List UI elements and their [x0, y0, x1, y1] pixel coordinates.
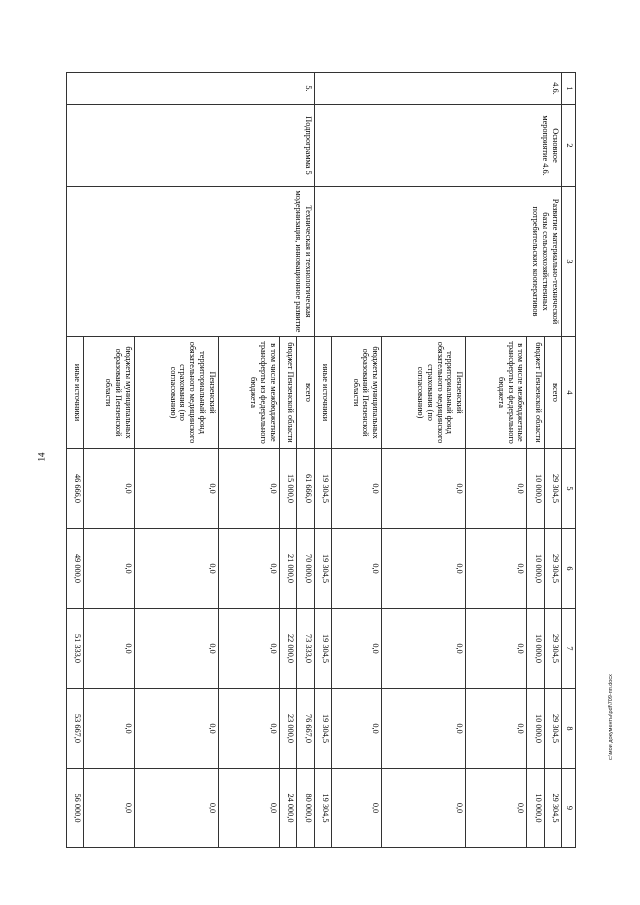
funding-source-label: бюджет Пензенской области — [279, 337, 296, 449]
amount-cell: 0,0 — [134, 609, 218, 689]
amount-cell: 0,0 — [134, 449, 218, 529]
amount-cell: 0,0 — [331, 689, 381, 769]
rotated-table-container — [66, 72, 576, 847]
amount-cell: 0,0 — [218, 769, 279, 848]
amount-cell: 51 333,0 — [67, 609, 84, 689]
header-cell: 3 — [562, 187, 576, 337]
header-cell: 1 — [562, 73, 576, 105]
table-row — [544, 73, 561, 848]
amount-cell: 0,0 — [331, 769, 381, 848]
header-cell: 9 — [562, 769, 576, 848]
amount-cell: 10 000,0 — [527, 529, 544, 609]
amount-cell: 46 666,0 — [67, 449, 84, 529]
amount-cell: 53 667,0 — [67, 689, 84, 769]
funding-source-label: всего — [297, 337, 314, 449]
amount-cell: 0,0 — [84, 529, 134, 609]
amount-cell: 0,0 — [331, 609, 381, 689]
amount-cell: 10 000,0 — [527, 609, 544, 689]
funding-source-label: бюджет Пензенской области — [527, 337, 544, 449]
amount-cell: 0,0 — [134, 689, 218, 769]
funding-source-label: всего — [544, 337, 561, 449]
funding-source-label: бюджеты муниципальных образований Пензенской области — [84, 337, 134, 449]
amount-cell: 0,0 — [134, 529, 218, 609]
amount-cell: 76 667,0 — [297, 689, 314, 769]
amount-cell: 19 304,5 — [314, 689, 331, 769]
header-cell: 2 — [562, 105, 576, 187]
row-type: Основное мероприятие 4.6. — [314, 105, 561, 187]
amount-cell: 29 304,5 — [544, 609, 561, 689]
row-name: Развитие материально-технической базы сельскохозяйственных потребительских кооперативов — [314, 187, 561, 337]
amount-cell: 70 000,0 — [297, 529, 314, 609]
header-cell: 8 — [562, 689, 576, 769]
amount-cell: 0,0 — [84, 769, 134, 848]
amount-cell: 29 304,5 — [544, 449, 561, 529]
amount-cell: 0,0 — [218, 529, 279, 609]
funding-source-label: в том числе межбюджетные трансферты из федерального бюджета — [466, 337, 527, 449]
amount-cell: 10 000,0 — [527, 689, 544, 769]
amount-cell: 0,0 — [466, 449, 527, 529]
amount-cell: 56 000,0 — [67, 769, 84, 848]
financing-table — [66, 72, 576, 848]
row-type: Подпрограмма 5 — [67, 105, 315, 187]
amount-cell: 0,0 — [466, 689, 527, 769]
funding-source-label: Пензенский территориальный фонд обязательного медицинского страхования (по согласованию) — [382, 337, 466, 449]
header-row — [562, 73, 576, 848]
header-cell: 5 — [562, 449, 576, 529]
amount-cell: 22 000,0 — [279, 609, 296, 689]
funding-source-label: в том числе межбюджетные трансферты из федерального бюджета — [218, 337, 279, 449]
amount-cell: 19 304,5 — [314, 529, 331, 609]
amount-cell: 0,0 — [84, 449, 134, 529]
amount-cell: 0,0 — [466, 609, 527, 689]
amount-cell: 0,0 — [382, 609, 466, 689]
amount-cell: 21 000,0 — [279, 529, 296, 609]
amount-cell: 0,0 — [382, 449, 466, 529]
amount-cell: 0,0 — [218, 689, 279, 769]
header-cell: 7 — [562, 609, 576, 689]
funding-source-label: иные источники — [314, 337, 331, 449]
amount-cell: 0,0 — [218, 609, 279, 689]
amount-cell: 0,0 — [382, 689, 466, 769]
amount-cell: 61 666,0 — [297, 449, 314, 529]
amount-cell: 15 000,0 — [279, 449, 296, 529]
amount-cell: 0,0 — [466, 529, 527, 609]
amount-cell: 0,0 — [218, 449, 279, 529]
amount-cell: 49 000,0 — [67, 529, 84, 609]
amount-cell: 19 304,5 — [314, 769, 331, 848]
amount-cell: 0,0 — [331, 529, 381, 609]
footer-file-path: c:\мои документы\pdf\709-пп.docx — [608, 674, 614, 760]
amount-cell: 19 304,5 — [314, 449, 331, 529]
amount-cell: 80 000,0 — [297, 769, 314, 848]
funding-source-label: бюджеты муниципальных образований Пензенской области — [331, 337, 381, 449]
funding-source-label: иные источники — [67, 337, 84, 449]
row-name: Техническая и технологическая модернизация, инновационное развитие — [67, 187, 315, 337]
amount-cell: 10 000,0 — [527, 769, 544, 848]
row-number: 4.6. — [314, 73, 561, 105]
table-row — [297, 73, 314, 848]
amount-cell: 29 304,5 — [544, 529, 561, 609]
amount-cell: 29 304,5 — [544, 769, 561, 848]
amount-cell: 0,0 — [382, 769, 466, 848]
amount-cell: 0,0 — [331, 449, 381, 529]
amount-cell: 19 304,5 — [314, 609, 331, 689]
amount-cell: 0,0 — [84, 689, 134, 769]
amount-cell: 23 000,0 — [279, 689, 296, 769]
amount-cell: 29 304,5 — [544, 689, 561, 769]
amount-cell: 24 000,0 — [279, 769, 296, 848]
amount-cell: 0,0 — [134, 769, 218, 848]
amount-cell: 10 000,0 — [527, 449, 544, 529]
header-cell: 4 — [562, 337, 576, 449]
header-cell: 6 — [562, 529, 576, 609]
funding-source-label: Пензенский территориальный фонд обязательного медицинского страхования (по согласованию) — [134, 337, 218, 449]
row-number: 5. — [67, 73, 315, 105]
amount-cell: 73 333,0 — [297, 609, 314, 689]
amount-cell: 0,0 — [84, 609, 134, 689]
amount-cell: 0,0 — [466, 769, 527, 848]
amount-cell: 0,0 — [382, 529, 466, 609]
page-number: 14 — [36, 452, 47, 462]
